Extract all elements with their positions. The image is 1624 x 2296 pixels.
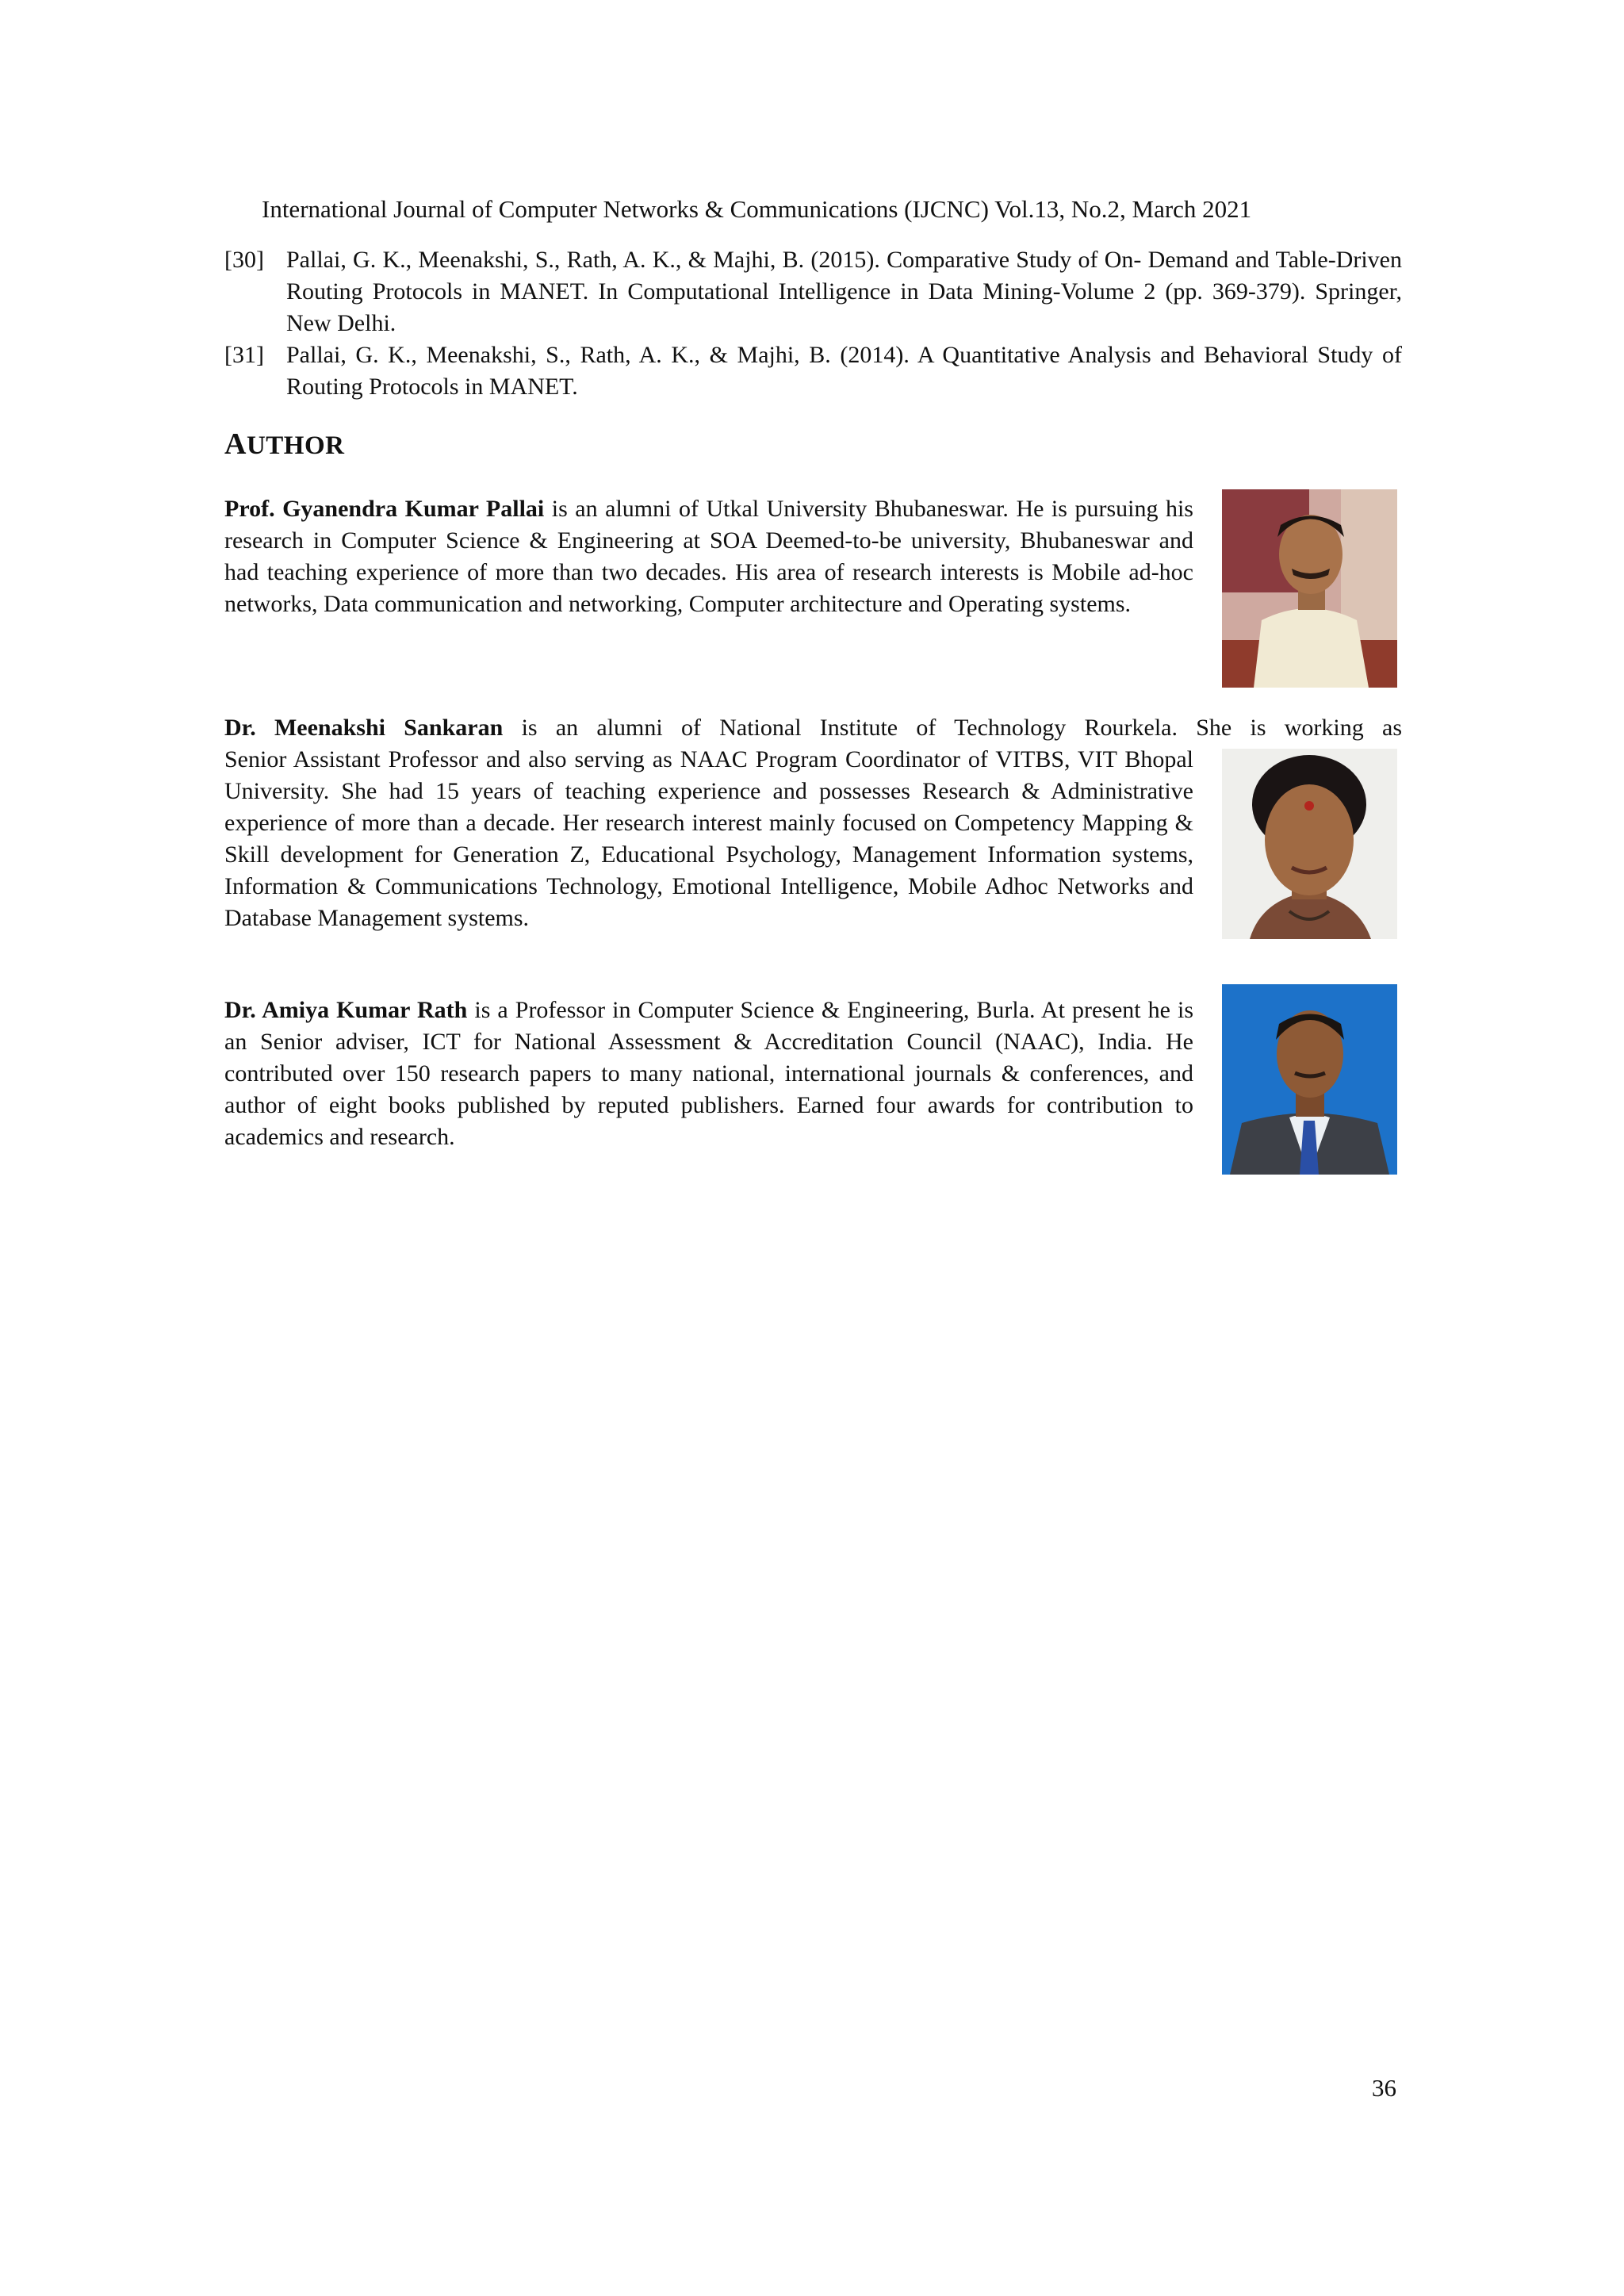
reference-item (224, 339, 1402, 403)
portrait-image (1222, 984, 1397, 1175)
author-bio-text: is a Professor in Computer Science & Engineering, Burla. At present he is an Senior adviser, ICT for National Assessment & Accreditation Council (NAAC), India. He contributed over 150 research papers to many national, international journals & conferences, and author of eight books published by reputed publishers. Earned four awards for contribution to academics and research. (224, 997, 1193, 1150)
author-photo-pallai (1222, 489, 1397, 688)
reference-item (224, 244, 1402, 339)
author-bio-text: is an alumni of National Institute of Technology Rourkela. She is working as (503, 715, 1403, 741)
author-bio-text: Senior Assistant Professor and also serving as NAAC Program Coordinator of VITBS, VIT Bhopal University. She had 15 years of teaching experience and possesses Research & Administrative experience of more than a decade. Her research interest mainly focused on Competency Mapping & Skill development for Generation Z, Educational Psychology, Management Information systems, Information & Communications Technology, Emotional Intelligence, Mobile Adhoc Networks and Database Management systems. (224, 746, 1193, 931)
reference-text: Pallai, G. K., Meenakshi, S., Rath, A. K., & Majhi, B. (2015). Comparative Study of On- Demand and Table-Driven Routing Protocols in MANET. In Computational Intelligence in Data Mining-Volume 2 (pp. 369-379). Springer, New Delhi. (286, 247, 1402, 336)
author-name: Dr. Meenakshi Sankaran (224, 715, 504, 741)
author-photo-rath (1222, 984, 1397, 1175)
reference-number: [31] (224, 342, 264, 368)
reference-text: Pallai, G. K., Meenakshi, S., Rath, A. K., & Majhi, B. (2014). A Quantitative Analysis and Behavioral Study of Routing Protocols in MANET. (286, 342, 1402, 400)
author-photo-sankaran (1222, 749, 1397, 939)
reference-number: [30] (224, 247, 264, 273)
section-heading-author (224, 427, 344, 462)
author-bio-sankaran-first-line (224, 712, 1402, 744)
portrait-image (1222, 749, 1397, 939)
page-number: 36 (1372, 2074, 1396, 2102)
section-heading-initial: A (224, 427, 247, 461)
running-head: International Journal of Computer Networks & Communications (IJCNC) Vol.13, No.2, March 2021 (262, 195, 1252, 223)
author-bio-text: is an alumni of Utkal University Bhubaneswar. He is pursuing his research in Computer Science & Engineering at SOA Deemed-to-be university, Bhubaneswar and had teaching experience of more than two decades. His area of research interests is Mobile ad-hoc networks, Data communication and networking, Computer architecture and Operating systems. (224, 496, 1193, 617)
author-name: Dr. Amiya Kumar Rath (224, 997, 468, 1023)
author-bio-rath (224, 995, 1193, 1153)
author-name: Prof. Gyanendra Kumar Pallai (224, 496, 545, 522)
author-bio-sankaran (224, 744, 1193, 934)
portrait-image (1222, 489, 1397, 688)
reference-list (224, 244, 1402, 403)
author-bio-pallai (224, 493, 1193, 620)
section-heading-rest: UTHOR (246, 431, 345, 460)
